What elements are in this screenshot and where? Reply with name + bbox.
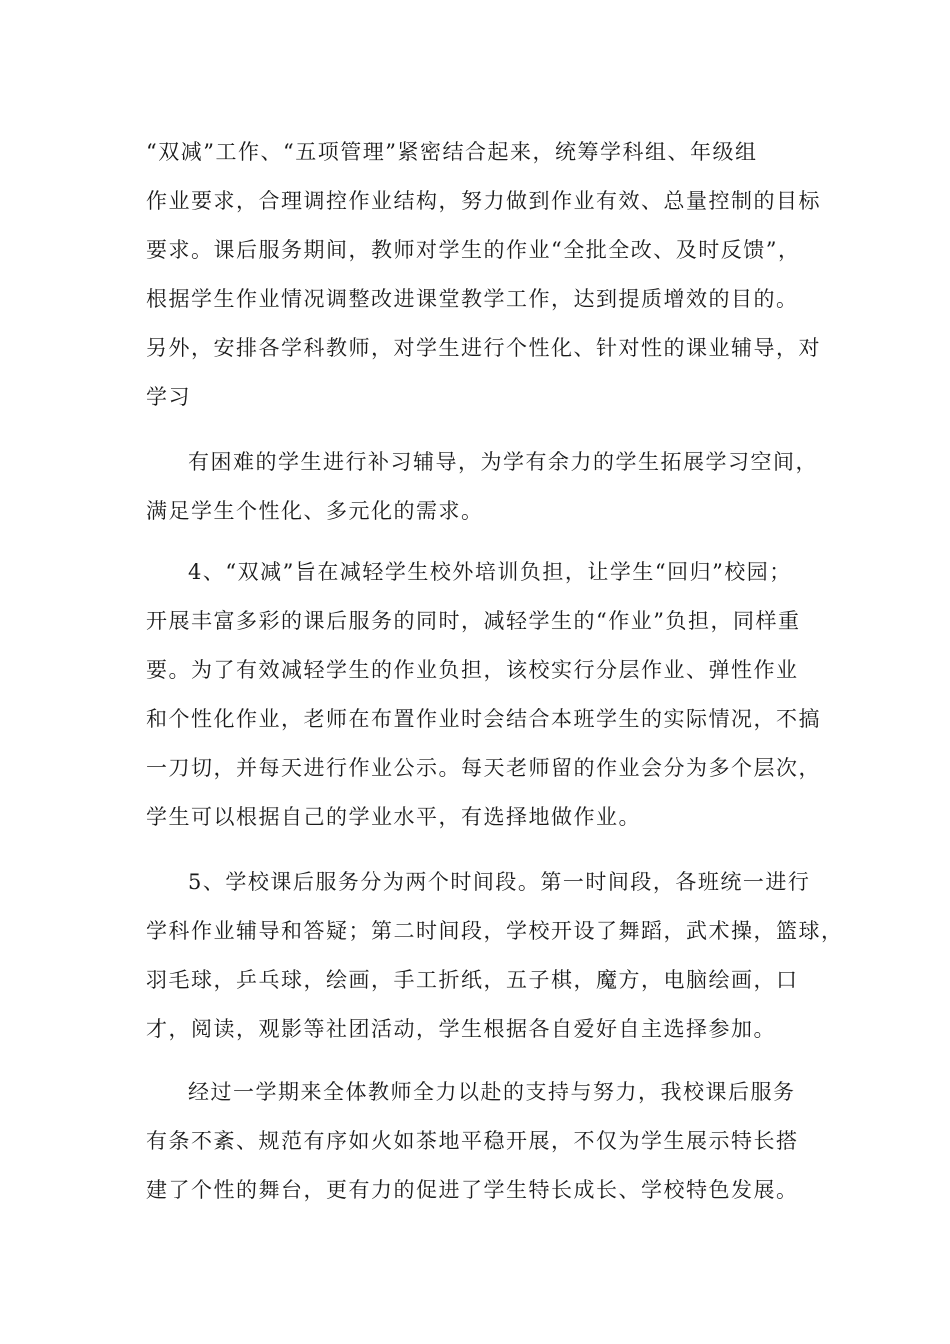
paragraph-2-line-2: 满足学生个性化、多元化的需求。	[146, 499, 484, 523]
paragraph-5	[146, 1068, 836, 1215]
paragraph-3-line-2: 开展丰富多彩的课后服务的同时，减轻学生的“作业”负担，同样重	[146, 609, 801, 633]
paragraph-3	[146, 548, 836, 842]
paragraph-2	[146, 438, 836, 536]
paragraph-5-line-2: 有条不紊、规范有序如火如茶地平稳开展，不仅为学生展示特长搭	[146, 1129, 799, 1153]
paragraph-3-line-6: 学生可以根据自己的学业水平，有选择地做作业。	[146, 805, 641, 829]
paragraph-5-line-3: 建了个性的舞台，更有力的促进了学生特长成长、学校特色发展。	[146, 1178, 799, 1202]
paragraph-3-line-1: 4、“双减”旨在减轻学生校外培训负担，让学生“回归”校园；	[188, 560, 792, 584]
paragraph-1-line-3: 要求。课后服务期间，教师对学生的作业“全批全改、及时反馈”，	[146, 238, 801, 262]
paragraph-4-line-4: 才，阅读，观影等社团活动，学生根据各自爱好自主选择参加。	[146, 1017, 776, 1041]
paragraph-3-line-3: 要。为了有效减轻学生的作业负担，该校实行分层作业、弹性作业	[146, 658, 799, 682]
paragraph-3-line-5: 一刀切，并每天进行作业公示。每天老师留的作业会分为多个层次，	[146, 756, 821, 780]
paragraph-4-line-3: 羽毛球，乒乓球，绘画，手工折纸，五子棋，魔方，电脑绘画，口	[146, 968, 799, 992]
paragraph-1-line-2: 作业要求，合理调控作业结构，努力做到作业有效、总量控制的目标	[146, 189, 821, 213]
paragraph-1	[146, 128, 836, 422]
paragraph-4-line-1: 5、学校课后服务分为两个时间段。第一时间段，各班统一进行	[188, 870, 811, 894]
paragraph-1-line-4: 根据学生作业情况调整改进课堂教学工作，达到提质增效的目的。	[146, 287, 799, 311]
paragraph-5-line-1: 经过一学期来全体教师全力以赴的支持与努力，我校课后服务	[188, 1080, 796, 1104]
paragraph-1-line-6: 学习	[146, 385, 191, 409]
paragraph-3-line-4: 和个性化作业，老师在布置作业时会结合本班学生的实际情况，不搞	[146, 707, 821, 731]
paragraph-1-line-1: “双减”工作、“五项管理”紧密结合起来，统筹学科组、年级组	[146, 140, 758, 164]
paragraph-1-line-5: 另外，安排各学科教师，对学生进行个性化、针对性的课业辅导，对	[146, 336, 821, 360]
paragraph-4	[146, 858, 844, 1054]
paragraph-2-line-1: 有困难的学生进行补习辅导，为学有余力的学生拓展学习空间，	[188, 450, 818, 474]
paragraph-4-line-2: 学科作业辅导和答疑；第二时间段，学校开设了舞蹈，武术操，篮球，	[146, 919, 844, 943]
